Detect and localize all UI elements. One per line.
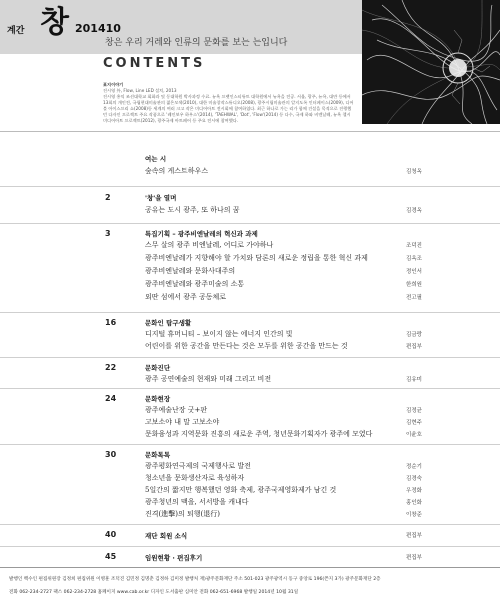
toc-category: '창'을 열며 xyxy=(145,194,177,202)
toc-entry-author: 김정균 xyxy=(406,408,422,414)
toc-section xyxy=(0,187,500,224)
contact-info: 전화 062-234-2727 팩스 062-234-2728 홈페이지 www.cab.or.kr 디자인 도서출판 심미안 전화 062-651-6968 발행일 2014년 10월 31일 xyxy=(9,590,299,595)
toc-entry-author: 정인서 xyxy=(406,269,422,275)
header-divider xyxy=(0,131,500,132)
toc-section xyxy=(0,525,500,547)
toc-entry-title[interactable]: 고보소야 내 말 고보소야 xyxy=(145,418,220,426)
toc-category[interactable]: 임원현황 · 편집후기 xyxy=(145,554,203,562)
magazine-type-label: 계간 xyxy=(7,26,25,36)
toc-category: 특집기획 – 광주비엔날레의 혁신과 과제 xyxy=(145,230,258,238)
toc-category: 문화톡톡 xyxy=(145,451,171,459)
cover-story-body: 진시영 홍익 조선대학교 회화과 및 동대학원 박사과정 수료. 뉴욕 프랫인스티튜트 대학원에서 뉴욕을 전공. 서울, 광주, 뉴욕, 대만 등에서 13회의 개인전, 국립현대미술관의 젊은모색(2010), 대한 미술창작스튜디오(2008), 광주시립미술관의 알지도록 인터페이스(2009), 디어블 아이스프리 쇼(2008)등 세계의 여러 크고 작은 미디어아트 전시회에 참여하였다. 최근 하나로 가는 리가 함께 건설을 목적으로 진행했던 다자인 프로젝트 주요 작품으로 '레인보우 하우스'(2014), 'TAEHWAL', 'Dot', 'Flow'(2014) 등 다수, 국제 하와 비엔날레, 뉴욕 첼시 미디어아트 프로젝트(2012), 광주국제 아트페어 등 주요 전시에 참여했다. xyxy=(103,94,354,123)
toc-entry-author: 이윤호 xyxy=(406,432,422,438)
toc-page-number: 30 xyxy=(105,450,117,459)
toc-entry-title[interactable]: 광주예술난장 굿+판 xyxy=(145,406,208,414)
toc-entry-title[interactable]: 문화융성과 지역문화 진흥의 새로운 주역, 청년문화기획자가 광주에 모였다 xyxy=(145,430,373,438)
toc-entry-title[interactable]: 5일간의 짧지만 행복했던 영화 축제, 광주국제영화제가 남긴 것 xyxy=(145,486,337,494)
toc-entry-author: 홍인화 xyxy=(406,500,422,506)
toc-page-number: 40 xyxy=(105,530,117,539)
toc-section xyxy=(0,547,500,568)
cover-story-block xyxy=(103,82,355,124)
toc-entry-title[interactable]: 광주청년의 맥을, 서서방을 캐내다 xyxy=(145,498,249,506)
toc-entry-title[interactable]: 광주비엔날레가 지향해야 할 가치와 담론의 새로운 정립을 통한 혁신 과제 xyxy=(145,254,368,262)
toc-entry-author: 편집부 xyxy=(406,533,422,539)
toc-page-number: 22 xyxy=(105,363,117,372)
contents-heading: CONTENTS xyxy=(103,56,206,71)
toc-page-number: 16 xyxy=(105,318,117,327)
toc-section xyxy=(0,445,500,525)
toc-entry-author: 편집부 xyxy=(406,344,422,350)
toc-entry-author: 우정화 xyxy=(406,488,422,494)
toc-entry-author: 김경옥 xyxy=(406,208,422,214)
toc-category: 여는 시 xyxy=(145,155,167,163)
toc-page-number: 45 xyxy=(105,552,117,561)
footer-divider xyxy=(0,567,500,568)
toc-category[interactable]: 재단 회원 소식 xyxy=(145,532,188,540)
toc-entry-title[interactable]: 광주평화연극제의 국제행사로 발전 xyxy=(145,462,251,470)
issue-number: 201410 xyxy=(75,22,121,35)
toc-entry-author: 김현주 xyxy=(406,420,422,426)
toc-entry-author: 김옥조 xyxy=(406,256,422,262)
toc-page-number: 24 xyxy=(105,394,117,403)
toc-entry-author: 김경숙 xyxy=(406,476,422,482)
toc-entry-author: 정순기 xyxy=(406,464,422,470)
toc-category: 문화인 탐구생활 xyxy=(145,319,192,327)
toc-entry-title[interactable]: 디지털 휴머니티 – 보이지 않는 에너지 인간의 빛 xyxy=(145,330,293,338)
toc-section xyxy=(0,150,500,187)
toc-entry-title[interactable]: 광주비엔날레와 광주미술의 소통 xyxy=(145,280,245,288)
toc-entry-title[interactable]: 광주 공연예술의 현재와 미래 그리고 비전 xyxy=(145,375,272,383)
cover-artwork-image xyxy=(362,0,500,124)
toc-entry-author: 조덕진 xyxy=(406,243,422,249)
toc-entry-author: 이창준 xyxy=(406,512,422,518)
publisher-info: 발행인 백수인 편집위원장 김정희 편집위원 이병훈 조덕진 김민정 김명춘 김정하 김미정 발행처 재)광주문화재단 주소 501-023 광주광역시 동구 중앙로 196(쯘지 3가) 광주문화재단 2층 xyxy=(9,577,381,582)
toc-category: 문화현장 xyxy=(145,395,171,403)
toc-section xyxy=(0,389,500,445)
toc-section xyxy=(0,313,500,358)
toc-entry-author: 김금랑 xyxy=(406,332,422,338)
cover-story-heading: 표지이야기 xyxy=(103,82,124,87)
toc-entry-author: 편집부 xyxy=(406,555,422,561)
toc-entry-title[interactable]: 외딴 섬에서 광주 공동체로 xyxy=(145,293,227,301)
toc-entry-title[interactable]: 숲속의 게스트하우스 xyxy=(145,167,209,175)
toc-entry-author: 김유미 xyxy=(406,377,422,383)
toc-entry-title[interactable]: 진격(進擊)의 퇴행(退行) xyxy=(145,510,220,518)
magazine-title: 창 xyxy=(40,5,69,40)
toc-page-number: 2 xyxy=(105,193,111,202)
toc-entry-author: 전고필 xyxy=(406,295,422,301)
toc-entry-title[interactable]: 어린이를 위한 공간을 만든다는 것은 모두를 위한 공간을 만드는 것 xyxy=(145,342,348,350)
toc-section xyxy=(0,224,500,313)
toc-entry-title[interactable]: 공유는 도시 광주, 또 하나의 꿈 xyxy=(145,206,240,214)
led-artwork-icon xyxy=(362,0,500,124)
motto-text: 창은 우리 거레와 인류의 문화를 보는 는입니다 xyxy=(105,38,288,48)
toc-entry-title[interactable]: 광주비엔날레와 문화사대주의 xyxy=(145,267,236,275)
toc-entry-title[interactable]: 청소년을 문화생산자로 육성하자 xyxy=(145,474,245,482)
toc-page-number: 3 xyxy=(105,229,111,238)
toc-section xyxy=(0,358,500,389)
toc-category: 문화진단 xyxy=(145,364,171,372)
table-of-contents xyxy=(0,150,500,568)
toc-entry-title[interactable]: 스무 살의 광주 비엔날레, 어디로 가야하나 xyxy=(145,241,274,249)
cover-story-credit: 진시영 外, Flow, Line LED 설치, 2013 xyxy=(103,88,177,93)
toc-entry-author: 김청옥 xyxy=(406,169,422,175)
toc-entry-author: 한희원 xyxy=(406,282,422,288)
